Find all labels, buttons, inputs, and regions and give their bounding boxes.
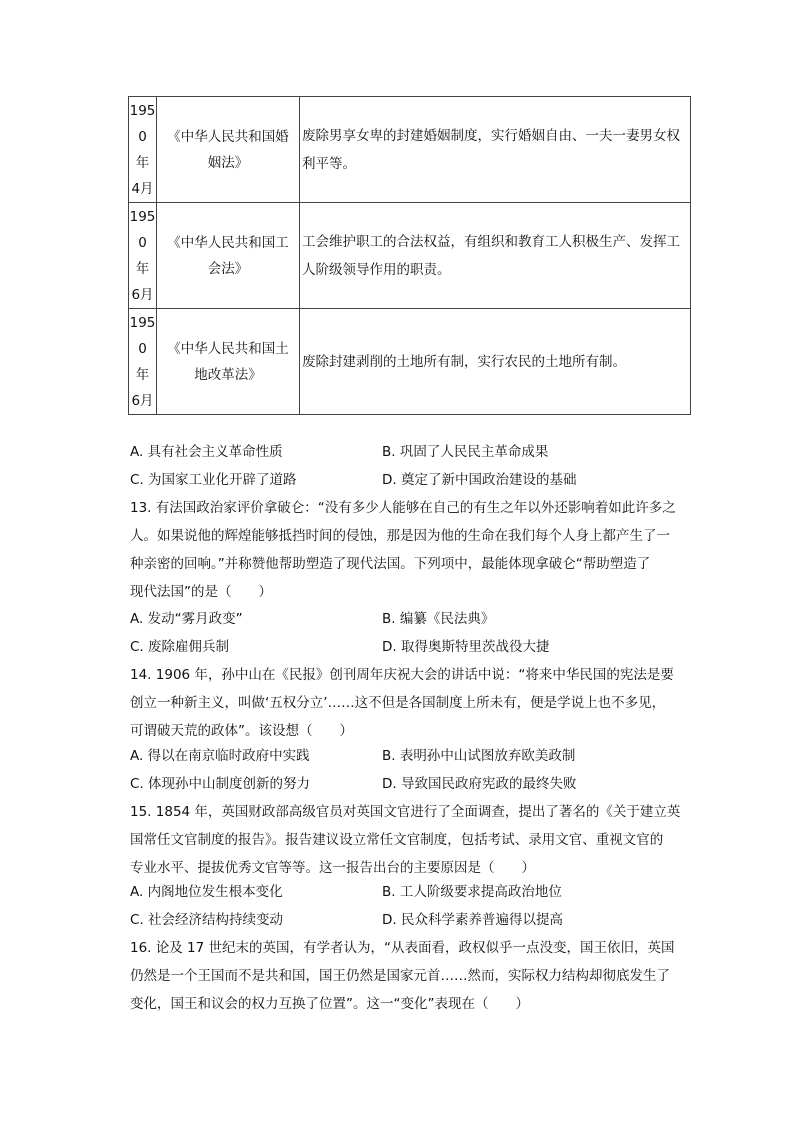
- laws-table: [128, 96, 691, 415]
- table-row: [129, 203, 691, 309]
- law-desc-line: 废除封建剥削的土地所有制，实行农民的土地所有制。: [302, 353, 626, 370]
- date-part: 6月: [131, 392, 154, 409]
- question-line: 人。如果说他的辉煌能够抵挡时间的侵蚀，那是因为他的生命在我们每个人身上都产生了一: [130, 528, 670, 544]
- law-desc-cell: [300, 97, 691, 203]
- table-row: [129, 97, 691, 203]
- law-name-line: 《中华人民共和国工: [167, 234, 289, 251]
- q13-option-d: D. 取得奥斯特里茨战役大捷: [382, 639, 550, 655]
- law-name-line: 地改革法》: [194, 366, 262, 383]
- question-line: 国常任文官制度的报告》。报告建议设立常任文官制度，包括考试、录用文官、重视文官的: [130, 832, 664, 848]
- date-part: 195: [129, 208, 156, 225]
- law-name-line: 《中华人民共和国婚: [167, 128, 289, 145]
- law-desc-line: 废除男享女卑的封建婚姻制度，实行婚姻自由、一夫一妻男女权: [302, 127, 680, 144]
- question-line: 14. 1906 年，孙中山在《民报》创刊周年庆祝大会的讲话中说：“将来中华民国的宪法是要: [130, 667, 674, 683]
- question-line: 可谓破天荒的政体”。该设想（ ）: [130, 723, 353, 739]
- date-part: 0: [138, 128, 147, 145]
- q15-option-c: C. 社会经济结构持续变动: [130, 912, 284, 928]
- date-part: 195: [129, 314, 156, 331]
- question-15: [130, 798, 698, 882]
- law-name-cell: [157, 309, 300, 415]
- law-name-cell: [157, 97, 300, 203]
- q12-option-a: A. 具有社会主义革命性质: [130, 444, 283, 460]
- q13-option-b: B. 编纂《民法典》: [382, 611, 495, 627]
- q12-option-c: C. 为国家工业化开辟了道路: [130, 472, 297, 488]
- law-desc-line: 人阶级领导作用的职责。: [302, 261, 451, 278]
- date-part: 6月: [131, 286, 154, 303]
- q13-option-c: C. 废除雇佣兵制: [130, 639, 230, 655]
- question-14: [130, 661, 698, 745]
- q14-option-a: A. 得以在南京临时政府中实践: [130, 748, 310, 764]
- date-part: 年: [135, 154, 150, 171]
- q15-option-b: B. 工人阶级要求提高政治地位: [382, 884, 562, 900]
- date-cell: [129, 97, 157, 203]
- q15-option-d: D. 民众科学素养普遍得以提高: [382, 912, 563, 928]
- q14-option-d: D. 导致国民政府宪政的最终失败: [382, 776, 577, 792]
- q15-option-a: A. 内阁地位发生根本变化: [130, 884, 283, 900]
- q12-option-b: B. 巩固了人民民主革命成果: [382, 444, 549, 460]
- date-cell: [129, 309, 157, 415]
- date-part: 195: [129, 102, 156, 119]
- law-name-line: 姻法》: [207, 154, 249, 171]
- law-desc-line: 利平等。: [302, 155, 356, 172]
- question-line: 16. 论及 17 世纪末的英国，有学者认为，“从表面看，政权似乎一点没变，国王依旧，英国: [130, 940, 675, 956]
- question-line: 种亲密的回响。”并称赞他帮助塑造了现代法国。下列项中，最能体现拿破仑“帮助塑造了: [130, 556, 651, 572]
- question-13: [130, 494, 698, 606]
- date-part: 4月: [131, 180, 154, 197]
- date-part: 0: [138, 340, 147, 357]
- law-desc-line: 工会维护职工的合法权益，有组织和教育工人积极生产、发挥工: [302, 233, 680, 250]
- date-part: 年: [135, 366, 150, 383]
- question-line: 15. 1854 年，英国财政部高级官员对英国文官进行了全面调查，提出了著名的《关于建立英: [130, 804, 681, 820]
- law-name-cell: [157, 203, 300, 309]
- law-desc-cell: [300, 203, 691, 309]
- question-line: 变化，国王和议会的权力互换了位置”。这一“变化”表现在（ ）: [130, 996, 529, 1012]
- date-cell: [129, 203, 157, 309]
- question-line: 专业水平、提拔优秀文官等等。这一报告出台的主要原因是（ ）: [130, 860, 535, 876]
- date-part: 年: [135, 260, 150, 277]
- q13-option-a: A. 发动“雾月政变”: [130, 611, 243, 627]
- question-line: 13. 有法国政治家评价拿破仑：“没有多少人能够在自己的有生之年以外还影响着如此许多之: [130, 500, 676, 516]
- table-row: [129, 309, 691, 415]
- law-name-line: 会法》: [207, 260, 249, 277]
- law-name-line: 《中华人民共和国土: [167, 340, 289, 357]
- q14-option-b: B. 表明孙中山试图放弃欧美政制: [382, 748, 576, 764]
- question-line: 仍然是一个王国而不是共和国，国王仍然是国家元首……然而，实际权力结构却彻底发生了: [130, 968, 670, 984]
- law-desc-cell: [300, 309, 691, 415]
- question-line: 创立一种新主义，叫做‘五权分立’……这不但是各国制度上所未有，便是学说上也不多见，: [130, 695, 666, 711]
- question-16: [130, 934, 698, 1018]
- q14-option-c: C. 体现孙中山制度创新的努力: [130, 776, 311, 792]
- question-line: 现代法国”的是（ ）: [130, 584, 272, 600]
- q12-option-d: D. 奠定了新中国政治建设的基础: [382, 472, 577, 488]
- date-part: 0: [138, 234, 147, 251]
